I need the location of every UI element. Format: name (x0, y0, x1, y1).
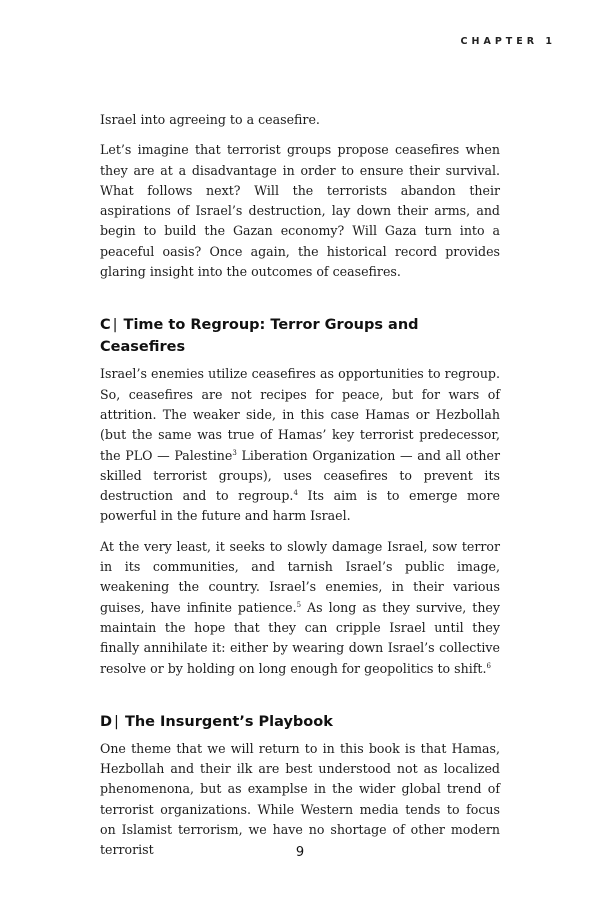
section-c-separator: | (112, 317, 118, 334)
text-run: Israel’s enemies utilize ceasefires as opportunities to regroup. So, ceasefires are not recipes for peace, but for wars of attrition. The weaker side, in this case Hamas or Hezbollah (but the same was true of Hamas’ key terrorist predecessor, the PLO — Palestine (100, 366, 500, 463)
text-run: Its aim is to emerge more powerful in the future and harm Israel. (100, 488, 500, 524)
section-c-paragraph-2 (100, 537, 500, 679)
section-c-title: Time to Regroup: Terror Groups and Ceasefires (100, 317, 419, 356)
text-run: At the very least, it seeks to slowly damage Israel, sow terror in its communities, and tarnish Israel’s public image, weakening the country. Israel’s enemies, in their various guises, have infinite patience. (100, 538, 500, 615)
section-c-letter: C (100, 317, 111, 334)
footnote-ref-5[interactable]: 5 (296, 600, 302, 609)
footnote-ref-3[interactable]: 3 (232, 448, 237, 457)
section-c-paragraph-1 (100, 364, 500, 526)
page-body (100, 110, 500, 861)
text-run: Liberation Organization — and all other skilled terrorist groups), uses ceasefires to prevent its destruction and to regroup. (100, 447, 501, 504)
section-c-heading (100, 314, 500, 358)
paragraph-ceasefire-question: Let’s imagine that terrorist groups propose ceasefires when they are at a disadvantage in order to ensure their survival. What follows next? Will the terrorists abandon their aspirations of Israel’s destruction, lay down their arms, and begin to build the Gazan economy? Will Gaza turn into a peaceful oasis? Once again, the historical record provides glaring insight into the outcomes of ceasefires. (100, 142, 500, 280)
text-run: As long as they survive, they maintain the hope that they can cripple Israel until they finally annihilate it: either by wearing down Israel’s collective resolve or by holding on long enough for geopolitics to shift. (100, 599, 500, 676)
section-d-paragraph-1: One theme that we will return to in this book is that Hamas, Hezbollah and their ilk are best understood not as localized phenomenona, but as examplse in the wider global trend of terrorist organizations. While Western media tends to focus on Islamist terrorism, we have no shortage of other modern terrorist (100, 740, 500, 858)
page-number: 9 (295, 845, 305, 860)
section-d-separator: | (114, 713, 119, 730)
paragraph-continuation: Israel into agreeing to a ceasefire. (100, 112, 320, 127)
section-d-title: The Insurgent’s Playbook (124, 713, 333, 730)
section-d-letter: D (100, 713, 113, 730)
section-d-heading (100, 711, 500, 733)
footnote-ref-6[interactable]: 6 (486, 661, 491, 670)
running-head: CHAPTER 1 (460, 36, 556, 47)
footnote-ref-4[interactable]: 4 (293, 489, 298, 498)
